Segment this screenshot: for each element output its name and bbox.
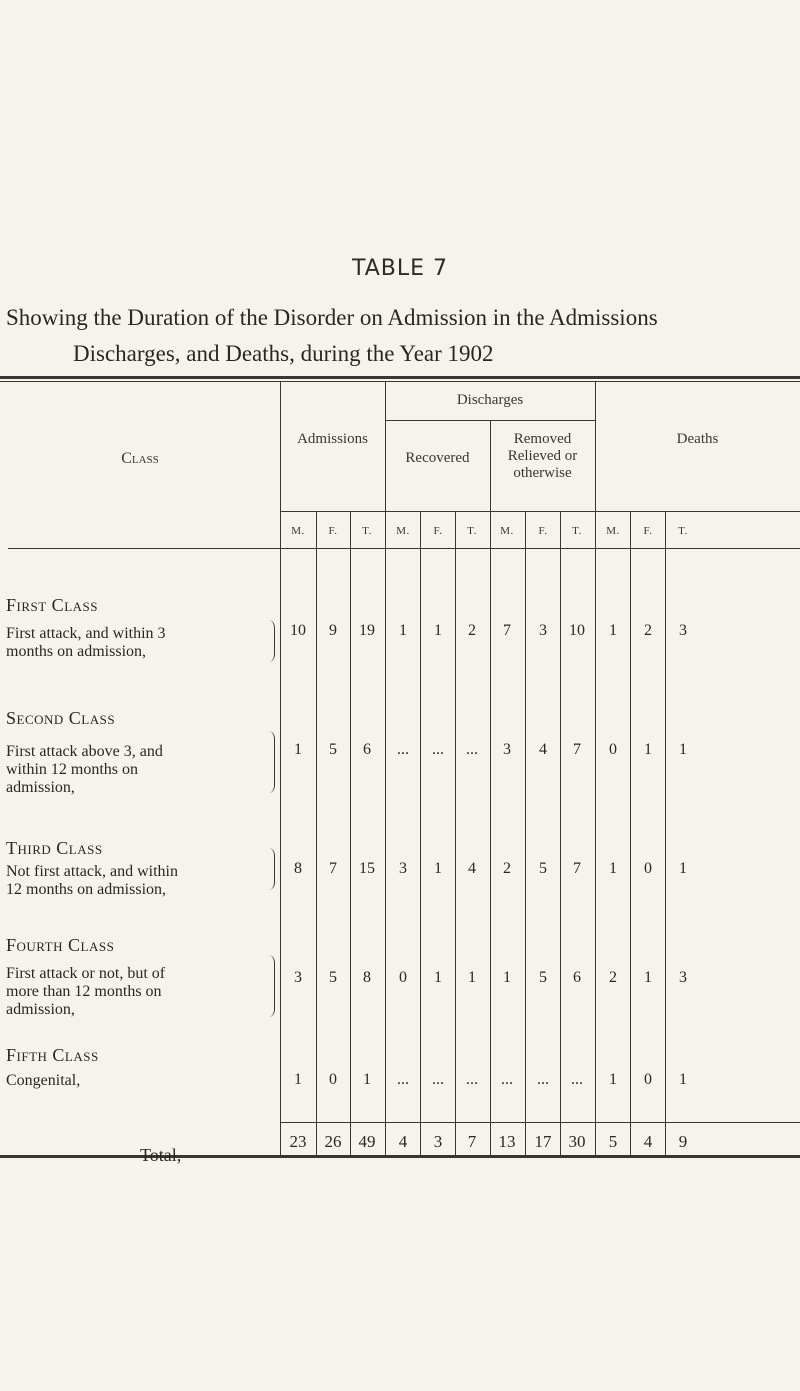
table-cell: ... [432,1071,444,1088]
table-cell: ... [432,741,444,758]
table-cell: 10 [290,622,306,639]
table-cell: 1 [434,969,442,986]
row-description-line: admission, [6,1001,75,1018]
table-cell: 0 [644,1071,652,1088]
page-title: TABLE 7 [351,256,449,281]
row-description [6,863,178,899]
sub-divider [316,512,317,1156]
table-cell: 3 [399,860,407,877]
table-cell: 5 [539,860,547,877]
header-removed [490,431,595,482]
total-cell: 7 [467,1132,477,1151]
sub-header-11: T. [678,525,688,537]
sub-divider [525,512,526,1156]
table-cell: 1 [679,860,687,877]
table-cell: 0 [329,1071,337,1088]
table-cell: 1 [294,1071,302,1088]
table-cell: 7 [573,741,581,758]
header-removed-line-1: Removed [513,431,572,447]
top-rule-thin [0,381,800,382]
sub-header-9: M. [606,525,620,537]
total-rule [280,1122,800,1123]
sub-header-10: F. [643,525,653,537]
sub-divider [455,512,456,1156]
row-description-line: more than 12 months on [6,983,162,1000]
table-cell: 5 [539,969,547,986]
row-description-line: within 12 months on [6,761,139,778]
total-cell: 30 [568,1132,586,1151]
header-recovered: Recovered [405,450,470,466]
sub-header-7: F. [538,525,548,537]
bottom-rule [0,1155,800,1158]
sub-header-4: F. [433,525,443,537]
sub-header-6: M. [500,525,514,537]
col-divider-class [280,382,281,1156]
row-description-line: admission, [6,779,75,796]
row-description-line: months on admission, [6,643,147,660]
sub-divider [560,512,561,1156]
table-cell: 2 [468,622,476,639]
table-cell: 1 [294,741,302,758]
col-divider-admissions [385,382,386,1156]
row-brace [268,620,275,662]
table-cell: 1 [363,1071,371,1088]
table-cell: 1 [399,622,407,639]
table-cell: 5 [329,969,337,986]
table-cell: 3 [503,741,511,758]
table-cell: ... [466,741,478,758]
row-brace [268,955,275,1017]
table-cell: 1 [503,969,511,986]
total-cell: 4 [398,1132,408,1151]
group-header-underline [280,511,800,512]
table-cell: 2 [644,622,652,639]
table-cell: ... [466,1071,478,1088]
table-cell: 6 [363,741,371,758]
total-cell: 3 [433,1132,443,1151]
sub-header-8: T. [572,525,582,537]
total-cell: 17 [534,1132,552,1151]
sub-header-1: F. [328,525,338,537]
top-rule [0,376,800,379]
row-description-line: 12 months on admission, [6,881,167,898]
sub-header-3: M. [396,525,410,537]
row-class-label: First Class [6,595,98,615]
subtitle-line-2: Discharges, and Deaths, during the Year 1902 [73,341,494,366]
header-removed-line-2: Relieved or [507,448,578,464]
table-cell: 10 [569,622,585,639]
table-cell: 8 [294,860,302,877]
table-cell: 1 [609,1071,617,1088]
table-cell: 1 [644,969,652,986]
table-cell: 1 [609,622,617,639]
table-cell: 1 [679,1071,687,1088]
row-description-line: First attack above 3, and [6,743,163,760]
table-cell: ... [571,1071,583,1088]
table-cell: 3 [539,622,547,639]
total-cell: 5 [608,1132,618,1151]
header-deaths: Deaths [676,431,719,447]
table-cell: 4 [539,741,547,758]
table-cell: 6 [573,969,581,986]
total-cell: 49 [358,1132,376,1151]
table-cell: 7 [329,860,337,877]
table-cell: ... [537,1071,549,1088]
table-cell: 7 [503,622,511,639]
table-cell: 1 [679,741,687,758]
sub-divider [420,512,421,1156]
total-cell: 9 [678,1132,688,1151]
table-cell: 1 [609,860,617,877]
table-cell: 7 [573,860,581,877]
row-description-line: First attack, and within 3 [6,625,166,642]
sub-divider [630,512,631,1156]
table-cell: 5 [329,741,337,758]
table-cell: ... [397,1071,409,1088]
table-cell: 4 [468,860,476,877]
table-cell: 15 [359,860,375,877]
table-cell: 9 [329,622,337,639]
row-description [6,625,166,661]
row-brace [268,848,275,890]
header-removed-line-3: otherwise [513,465,572,481]
total-cell: 23 [289,1132,307,1151]
table-cell: 1 [434,622,442,639]
row-class-label: Fifth Class [6,1045,99,1065]
header-class: Class [121,450,159,467]
header-discharges: Discharges [456,392,524,408]
total-cell: 13 [498,1132,516,1151]
row-class-label: Third Class [6,838,103,858]
header-bottom-rule [280,548,800,549]
table-cell: 19 [359,622,375,639]
table-cell: 2 [503,860,511,877]
row-description-line: Not first attack, and within [6,863,178,880]
table-cell: 1 [468,969,476,986]
total-cell: 4 [643,1132,653,1151]
table-cell: ... [397,741,409,758]
table-cell: 3 [679,969,687,986]
row-description [6,1072,80,1090]
sub-header-0: M. [291,525,305,537]
sub-divider [665,512,666,1156]
table-cell: 1 [434,860,442,877]
header-bottom-rule-left [8,548,280,549]
table-cell: 0 [399,969,407,986]
row-description [6,743,163,797]
col-divider-discharges [595,382,596,1156]
table-cell: 0 [644,860,652,877]
sub-header-2: T. [362,525,372,537]
table-cell: 8 [363,969,371,986]
subtitle-line-1: Showing the Duration of the Disorder on Admission in the Admissions [6,305,658,330]
sub-divider [350,512,351,1156]
total-cell: 26 [324,1132,342,1151]
total-label: Total, [140,1145,182,1165]
table-cell: 2 [609,969,617,986]
row-brace [268,731,275,793]
table-cell: 0 [609,741,617,758]
table-cell: 3 [679,622,687,639]
header-admissions: Admissions [297,431,368,447]
row-class-label: Fourth Class [6,935,115,955]
sub-header-5: T. [467,525,477,537]
table-cell: ... [501,1071,513,1088]
table-cell: 3 [294,969,302,986]
row-class-label: Second Class [6,708,116,728]
table-cell: 1 [644,741,652,758]
row-description-line: First attack or not, but of [6,965,166,982]
row-description-line: Congenital, [6,1072,81,1089]
row-description [6,965,165,1019]
